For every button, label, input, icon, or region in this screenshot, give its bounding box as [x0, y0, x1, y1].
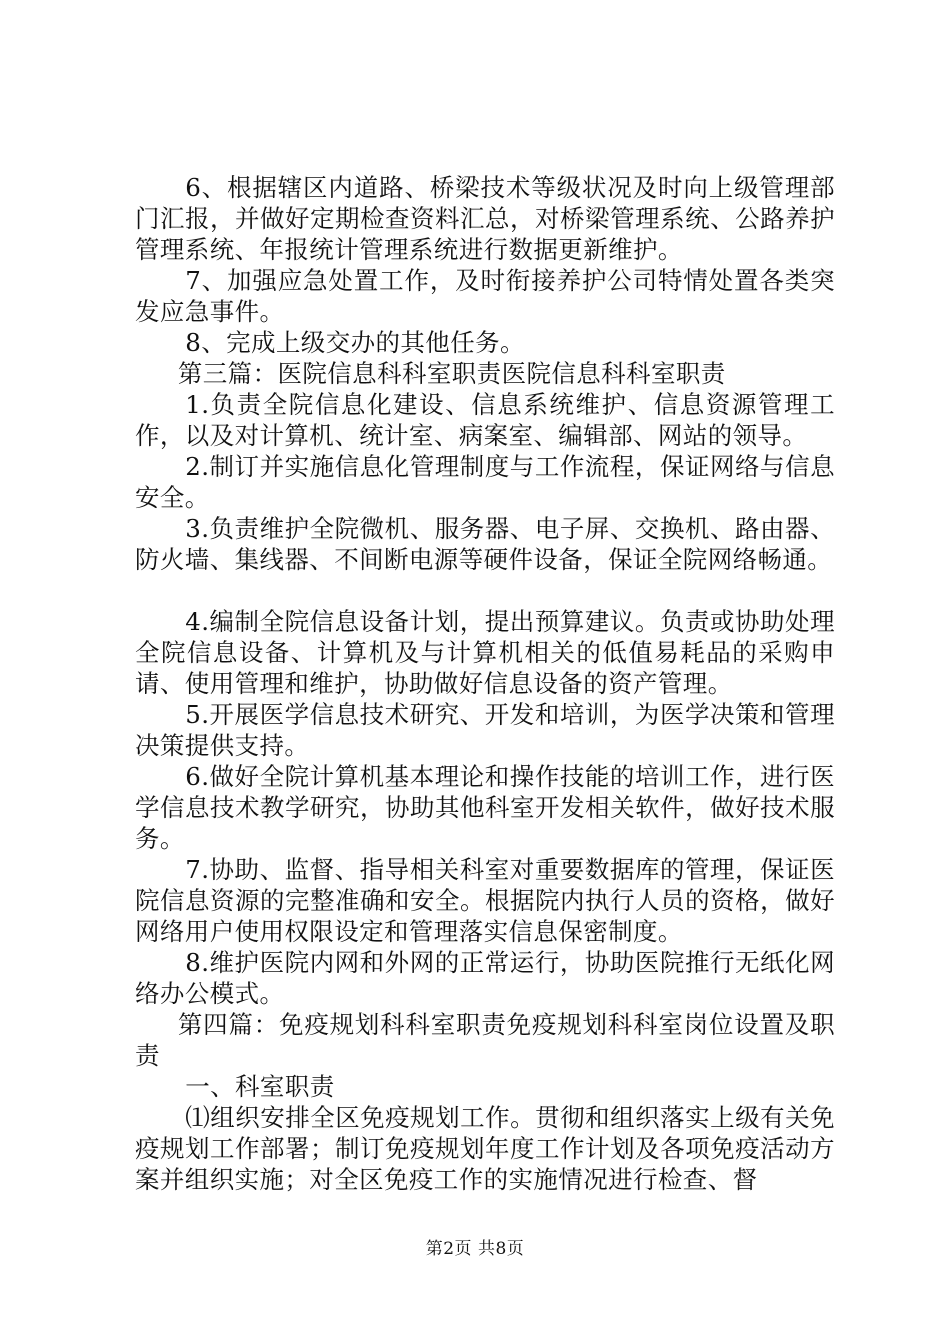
page-number-footer: 第2页 共8页	[425, 1239, 525, 1259]
paragraph-duty-8: 8.维护医院内网和外网的正常运行，协助医院推行无纸化网络办公模式。	[135, 948, 835, 1008]
subsection-heading-1: 一、科室职责	[185, 1072, 335, 1101]
paragraph-duty-5: 5.开展医学信息技术研究、开发和培训，为医学决策和管理决策提供支持。	[135, 700, 835, 760]
section-heading-4: 第四篇：免疫规划科科室职责免疫规划科科室岗位设置及职责	[135, 1010, 835, 1070]
paragraph-item-6-bridge-report: 6、根据辖区内道路、桥梁技术等级状况及时向上级管理部门汇报，并做好定期检查资料汇总，对桥梁管理系统、公路养护管理系统、年报统计管理系统进行数据更新维护。	[135, 173, 835, 264]
paragraph-item-8-other-tasks: 8、完成上级交办的其他任务。	[185, 328, 525, 357]
paragraph-duty-3: 3.负责维护全院微机、服务器、电子屏、交换机、路由器、防火墙、集线器、不间断电源等硬件设备，保证全院网络畅通。	[135, 514, 835, 574]
paragraph-duty-6: 6.做好全院计算机基本理论和操作技能的培训工作，进行医学信息技术教学研究，协助其他科室开发相关软件，做好技术服务。	[135, 762, 835, 853]
paragraph-duty-7: 7.协助、监督、指导相关科室对重要数据库的管理，保证医院信息资源的完整准确和安全。根据院内执行人员的资格，做好网络用户使用权限设定和管理落实信息保密制度。	[135, 855, 835, 946]
paragraph-duty-4: 4.编制全院信息设备计划，提出预算建议。负责或协助处理全院信息设备、计算机及与计算机相关的低值易耗品的采购申请、使用管理和维护，协助做好信息设备的资产管理。	[135, 607, 835, 698]
paragraph-duty-1: 1.负责全院信息化建设、信息系统维护、信息资源管理工作，以及对计算机、统计室、病案室、编辑部、网站的领导。	[135, 390, 835, 450]
section-heading-3: 第三篇：医院信息科科室职责医院信息科科室职责	[177, 359, 726, 388]
document-body	[135, 172, 835, 1195]
paragraph-item-7-emergency: 7、加强应急处置工作，及时衔接养护公司特情处置各类突发应急事件。	[135, 266, 835, 326]
paragraph-immunization-1: ⑴组织安排全区免疫规划工作。贯彻和组织落实上级有关免疫规划工作部署；制订免疫规划年度工作计划及各项免疫活动方案并组织实施；对全区免疫工作的实施情况进行检查、督	[135, 1103, 835, 1194]
paragraph-duty-2: 2.制订并实施信息化管理制度与工作流程，保证网络与信息安全。	[135, 452, 835, 512]
